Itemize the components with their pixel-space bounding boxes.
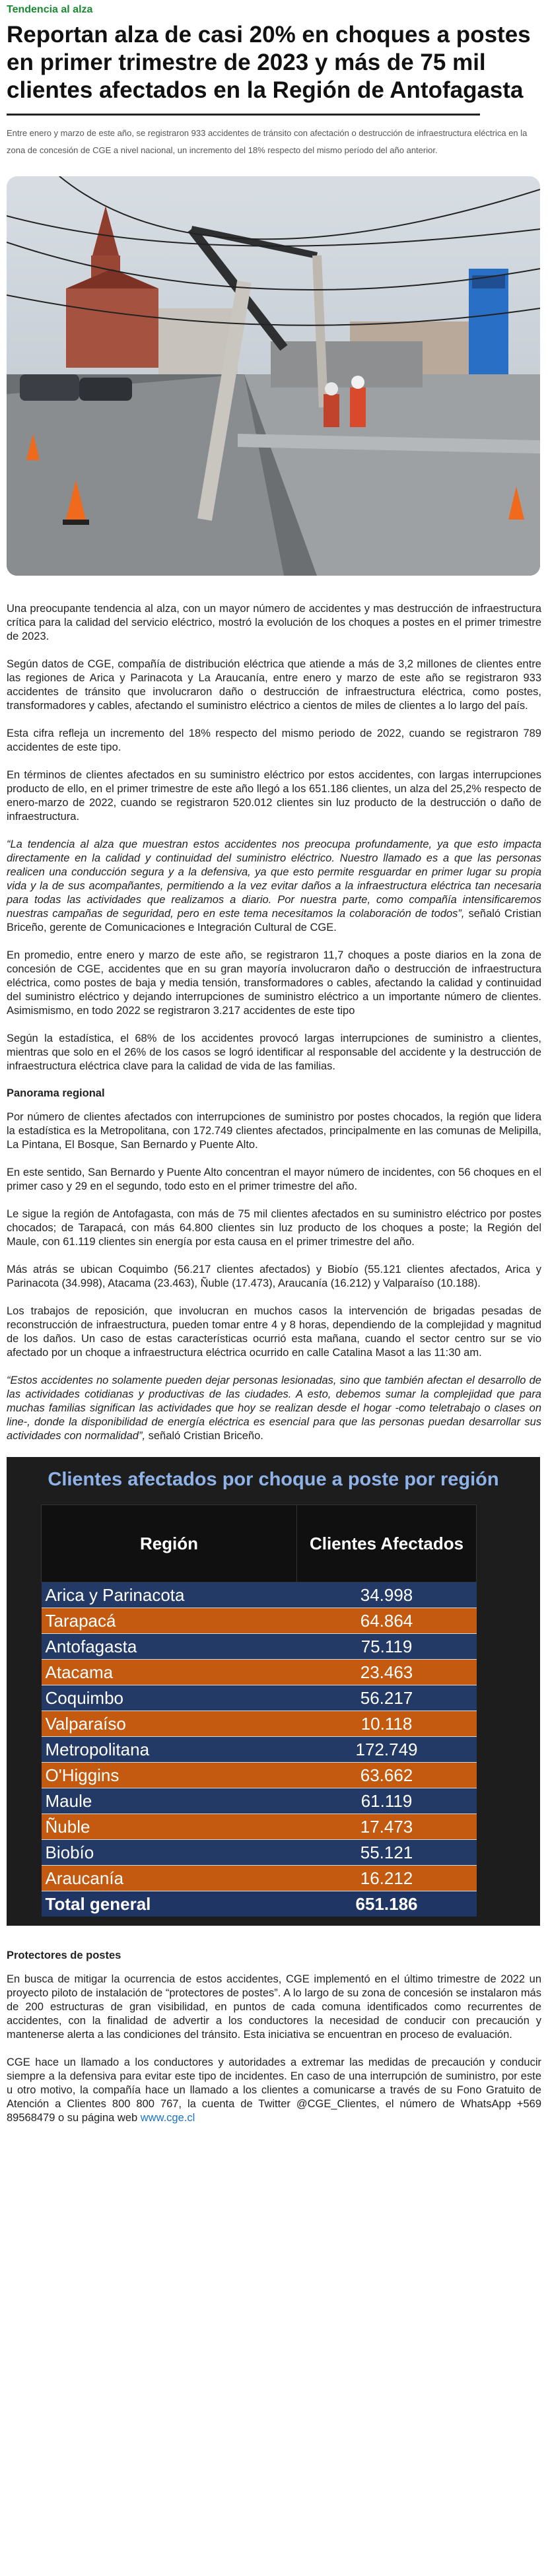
paragraph: En términos de clientes afectados en su suministro eléctrico por estos accidentes, con largas interrupciones producto de ello, en el primer trimestre de este año llegó a los 651.186 clientes, un alza del 25,2% respecto de enero-marzo de 2022, cuando se registraron 520.012 clientes sin luz producto de la destrucción o daño de infraestructura. [7, 769, 541, 823]
clients-cell: 75.119 [297, 1634, 477, 1660]
table-row [42, 1711, 477, 1737]
table-title: Clientes afectados por choque a poste por región [48, 1469, 499, 1490]
quote-paragraph [7, 1374, 541, 1443]
table-row [42, 1582, 477, 1608]
paragraph: Según la estadística, el 68% de los accidentes provocó largas interrupciones de suministro a clientes, mientras que solo en el 26% de los casos se logró identificar al responsable del accidente y la destrucción de infraestructura eléctrica clave para la calidad de vida de las familias. [7, 1033, 541, 1072]
paragraph: En busca de mitigar la ocurrencia de estos accidentes, CGE implementó en el último trimestre de 2022 un proyecto piloto de instalación de “protectores de postes”. A lo largo de su zona de concesión se instalaron más de 200 estructuras de gran visibilidad, en puntos de cada comuna identificados como recurrentes de accidentes, con la finalidad de advertir a los conductores la necesidad de conducir con precaución y mantenerse alerta a las condiciones del tránsito. Esta iniciativa se encuentran en proceso de evaluación. [7, 1973, 541, 2041]
paragraph: Los trabajos de reposición, que involucran en muchos casos la intervención de brigadas pesadas de reconstrucción de infraestructura, pueden tomar entre 4 y 8 horas, dependiendo de la complejidad y magnitud de los daños. Un caso de estas características ocurrió esta mañana, cuando el sector centro sur se vio afectado por un choque a infraestructura eléctrica ocurrido en calle Catalina Masot a las 11:30 am. [7, 1305, 541, 1359]
clients-cell: 16.212 [297, 1866, 477, 1891]
total-value: 651.186 [297, 1891, 477, 1917]
region-cell: Antofagasta [42, 1634, 297, 1660]
quote-text: “Estos accidentes no solamente pueden dejar personas lesionadas, sino que también afectan el desarrollo de las actividades cotidianas y productivas de las ciudades. A esto, debemos sumar la complejidad que para muchas familias significan las actividades que hoy se realizan desde el hogar -como teletrabajo o clases on line-, donde la disponibilidad de energía eléctrica es esencial para que las personas puedan desarrollar sus actividades con normalidad”, [7, 1374, 541, 1442]
clients-cell: 23.463 [297, 1660, 477, 1685]
table-row [42, 1737, 477, 1763]
table-total-row [42, 1891, 477, 1917]
paragraph: Según datos de CGE, compañía de distribución eléctrica que atiende a más de 3,2 millones de clientes entre las regiones de Arica y Parinacota y La Araucanía, entre enero y marzo de este año se registraron 933 accidentes de tránsito que involucraron daño o destrucción de infraestructura eléctrica, como postes, transformadores y cables, afectando el suministro eléctrico a cientos de miles de clientes a lo largo del país. [7, 658, 541, 712]
total-label: Total general [42, 1891, 297, 1917]
region-cell: Ñuble [42, 1814, 297, 1840]
closing-paragraph [7, 2056, 541, 2125]
paragraph: Esta cifra refleja un incremento del 18% respecto del mismo periodo de 2022, cuando se registraron 789 accidentes de este tipo. [7, 728, 541, 753]
lead-paragraph: Entre enero y marzo de este año, se registraron 933 accidentes de tránsito con afectación o destrucción de infraestructura eléctrica en la zona de concesión de CGE a nivel nacional, un incremento del 18% respecto del mismo período del año anterior. [7, 128, 528, 155]
title-divider [7, 114, 480, 116]
table-row [42, 1608, 477, 1634]
quote-attribution: señaló Cristian Briceño, gerente de Comunicaciones e Integración Cultural de CGE. [7, 908, 541, 933]
table-row [42, 1788, 477, 1814]
clients-cell: 172.749 [297, 1737, 477, 1763]
regions-table-card [7, 1457, 540, 1926]
closing-text: CGE hace un llamado a los conductores y autoridades a extremar las medidas de precaución y conducir siempre a la defensiva para evitar este tipo de incidentes. En caso de una interrupción de suministro, por este u otro motivo, la compañía hace un llamado a los clientes a comunicarse a través de su Fono Gratuito de Atención a Clientes 800 800 767, la cuenta de Twitter @CGE_Clientes, el número de WhatsApp +569 89568479 o su página web [7, 2056, 541, 2124]
table-row [42, 1814, 477, 1840]
regions-table [41, 1505, 477, 1916]
region-cell: O'Higgins [42, 1763, 297, 1788]
quote-text: “La tendencia al alza que muestran estos accidentes nos preocupa profundamente, ya que esto impacta directamente en la calidad y continuidad del suministro eléctrico. Nuestro llamado es a que las personas realicen una conducción segura y a la defensiva, ya que esto permite resguardar en primer lugar su propia vida y la de sus acompañantes, permitiendo a la vez evitar daños a la infraestructura eléctrica tan necesaria para todas las actividades que realizamos a diario. Por nuestra parte, como compañía intensificaremos nuestras campañas de seguridad, pero en este tema necesitamos la colaboración de todos”, [7, 838, 541, 920]
quote-paragraph [7, 838, 541, 935]
table-row [42, 1660, 477, 1685]
region-cell: Araucanía [42, 1866, 297, 1891]
clients-cell: 56.217 [297, 1685, 477, 1711]
table-row [42, 1840, 477, 1866]
paragraph: En este sentido, San Bernardo y Puente Alto concentran el mayor número de incidentes, con 56 choques en el primer caso y 29 en el segundo, todo esto en el primer trimestre del año. [7, 1167, 541, 1192]
region-cell: Biobío [42, 1840, 297, 1866]
paragraph: Una preocupante tendencia al alza, con un mayor número de accidentes y mas destrucción de infraestructura crítica para la calidad del servicio eléctrico, mostró la evolución de los choques a postes en el primer trimestre de 2023. [7, 603, 541, 642]
table-row [42, 1866, 477, 1891]
clients-cell: 34.998 [297, 1582, 477, 1608]
paragraph: Le sigue la región de Antofagasta, con más de 75 mil clientes afectados en su suministro eléctrico por postes chocados; de Tarapacá, con más 64.800 clientes sin luz producto de los choques a poste; la Región del Maule, con 61.119 clientes sin energía por esta causa en el primer trimestre del año. [7, 1208, 541, 1248]
region-cell: Valparaíso [42, 1711, 297, 1737]
headline: Reportan alza de casi 20% en choques a postes en primer trimestre de 2023 y más de 75 mil clientes afectados en la Región de Antofagasta [7, 22, 531, 103]
kicker: Tendencia al alza [7, 4, 93, 15]
region-cell: Coquimbo [42, 1685, 297, 1711]
section-title: Protectores de postes [7, 1949, 121, 1961]
paragraph: En promedio, entre enero y marzo de este año, se registraron 11,7 choques a poste diarios en la zona de concesión de CGE, accidentes que en su gran mayoría involucraron daño o destrucción de infraestructura eléctrica, como postes de baja y media tensión, transformadores o cables, afectando la calidad y continuidad del suministro eléctrico y dejando interrupciones de suministro eléctrico a un importante número de clientes. Asimismismo, en todo 2022 se registraron 3.217 accidentes de este tipo [7, 949, 541, 1017]
clients-cell: 10.118 [297, 1711, 477, 1737]
region-cell: Maule [42, 1788, 297, 1814]
column-header-clients: Clientes Afectados [297, 1505, 477, 1582]
table-row [42, 1685, 477, 1711]
clients-cell: 63.662 [297, 1763, 477, 1788]
accident-photo [7, 176, 540, 576]
paragraph: Por número de clientes afectados con interrupciones de suministro por postes chocados, la región que lidera la estadística es la Metropolitana, con 172.749 clientes afectados, principalmente en las comunas de Melipilla, La Pintana, El Bosque, San Bernardo y Puente Alto. [7, 1111, 541, 1151]
region-cell: Tarapacá [42, 1608, 297, 1634]
table-row [42, 1634, 477, 1660]
website-link[interactable]: www.cge.cl [140, 2112, 195, 2124]
region-cell: Metropolitana [42, 1737, 297, 1763]
column-header-region: Región [42, 1505, 297, 1582]
paragraph: Más atrás se ubican Coquimbo (56.217 clientes afectados) y Biobío (55.121 clientes afectados, Arica y Parinacota (34.998), Atacama (23.463), Ñuble (17.473), Araucanía (16.212) y Valparaíso (10.188). [7, 1264, 541, 1289]
region-cell: Atacama [42, 1660, 297, 1685]
clients-cell: 55.121 [297, 1840, 477, 1866]
clients-cell: 17.473 [297, 1814, 477, 1840]
quote-attribution: señaló Cristian Briceño. [145, 1430, 263, 1442]
clients-cell: 61.119 [297, 1788, 477, 1814]
region-cell: Arica y Parinacota [42, 1582, 297, 1608]
clients-cell: 64.864 [297, 1608, 477, 1634]
section-title: Panorama regional [7, 1087, 105, 1099]
table-row [42, 1763, 477, 1788]
